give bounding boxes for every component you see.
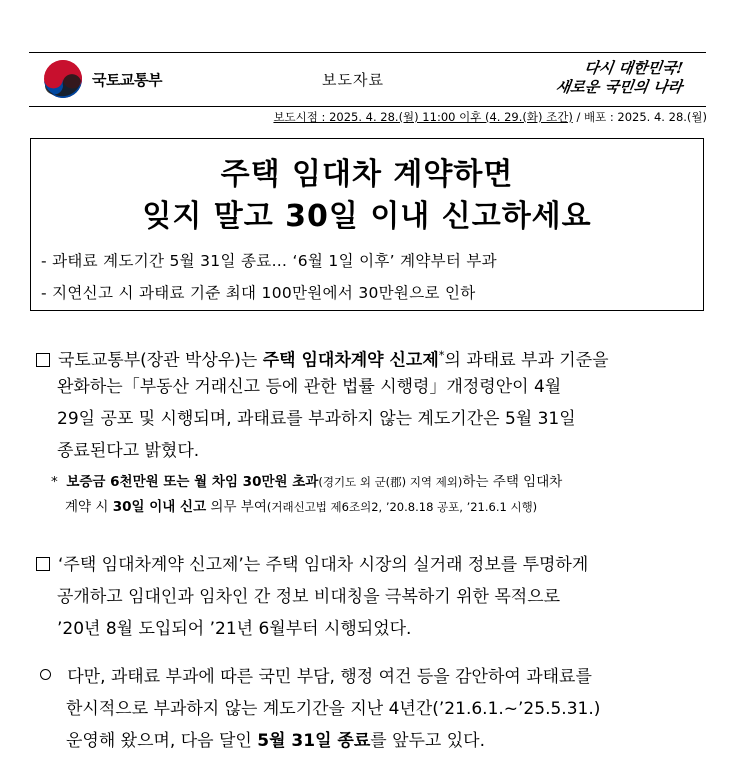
title-box bbox=[30, 138, 704, 311]
taegeuk-logo-icon bbox=[43, 59, 83, 99]
para2-line3: ’20년 8월 도입되어 ’21년 6월부터 시행되었다. bbox=[57, 619, 412, 639]
para1-line4: 종료된다고 밝혔다. bbox=[57, 441, 200, 461]
square-bullet-icon bbox=[36, 557, 50, 571]
footnote-line2: 계약 시 30일 이내 신고 의무 부여(거래신고법 제6조의2, ’20.8.18 공포, ’21.6.1 시행) bbox=[65, 499, 538, 515]
circle-bullet-icon bbox=[40, 669, 51, 680]
headline-line-1: 주택 임대차 계약하면 bbox=[220, 157, 514, 192]
para3-line1: 다만, 과태료 부과에 따른 국민 부담, 행정 여건 등을 감안하여 과태료를 bbox=[40, 662, 592, 692]
release-date: / 배포 : 2025. 4. 28.(월) bbox=[572, 110, 707, 124]
subheadline-2: - 지연신고 시 과태료 기준 최대 100만원에서 30만원으로 인하 bbox=[41, 284, 476, 302]
ministry-name: 국토교통부 bbox=[92, 71, 162, 89]
headline-line-2: 잊지 말고 30일 이내 신고하세요 bbox=[142, 199, 592, 234]
subheadline-1: - 과태료 계도기간 5월 31일 종료… ‘6월 1일 이후’ 계약부터 부과 bbox=[41, 252, 497, 270]
dateline bbox=[273, 109, 707, 125]
para1-line2: 완화하는「부동산 거래신고 등에 관한 법률 시행령」개정령안이 4월 bbox=[57, 377, 562, 397]
slogan bbox=[545, 59, 701, 101]
header-bar bbox=[29, 52, 706, 107]
slogan-line-1: 다시 대한민국! bbox=[583, 59, 685, 77]
document-type: 보도자료 bbox=[322, 71, 384, 89]
para3-line3: 운영해 왔으며, 다음 달인 5월 31일 종료를 앞두고 있다. bbox=[66, 731, 486, 751]
square-bullet-icon bbox=[36, 353, 50, 367]
footnote-line1: * 보증금 6천만원 또는 월 차임 30만원 초과(경기도 외 군(郡) 지역 제외)하는 주택 임대차 bbox=[51, 474, 563, 490]
para1-line3: 29일 공포 및 시행되며, 과태료를 부과하지 않는 계도기간은 5월 31일 bbox=[57, 409, 576, 429]
para2-line1: ‘주택 임대차계약 신고제’는 주택 임대차 시장의 실거래 정보를 투명하게 bbox=[36, 550, 588, 580]
slogan-line-2: 새로운 국민의 나라 bbox=[554, 78, 684, 96]
para2-line2: 공개하고 임대인과 임차인 간 정보 비대칭을 극복하기 위한 목적으로 bbox=[57, 587, 561, 607]
embargo-time: 보도시점 : 2025. 4. 28.(월) 11:00 이후 (4. 29.(화) 조간) bbox=[273, 110, 573, 124]
para1-line1: 국토교통부(장관 박상우)는 주택 임대차계약 신고제*의 과태료 부과 기준을 bbox=[36, 340, 609, 376]
para3-line2: 한시적으로 부과하지 않는 계도기간을 지난 4년간(’21.6.1.~’25.5.31.) bbox=[66, 699, 601, 719]
